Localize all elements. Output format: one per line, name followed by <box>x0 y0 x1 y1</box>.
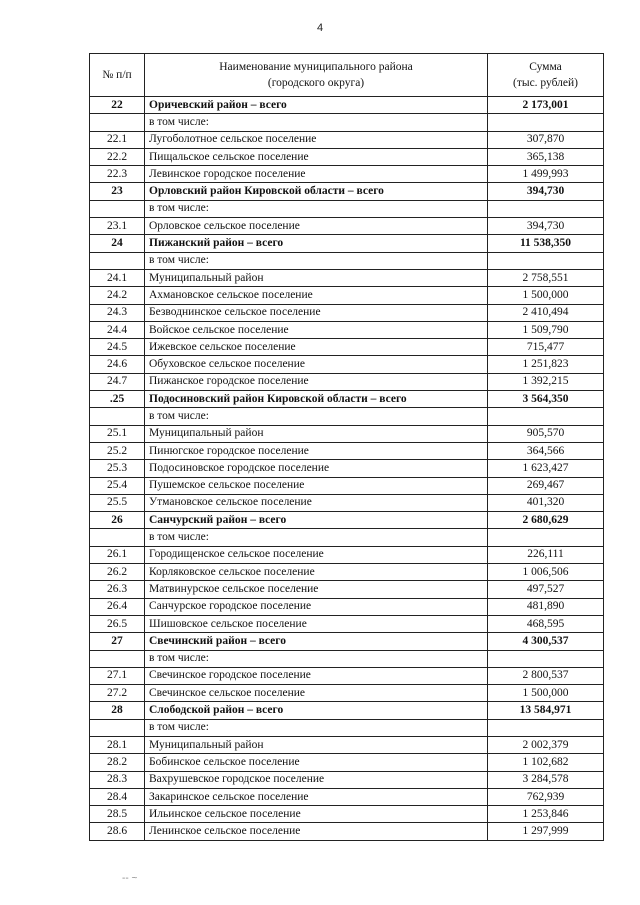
row-number: 23 <box>90 183 145 200</box>
row-name: в том числе: <box>145 252 488 269</box>
table-row <box>90 373 604 390</box>
row-number <box>90 719 145 736</box>
row-number: 22.1 <box>90 131 145 148</box>
row-sum <box>488 719 604 736</box>
row-sum: 2 758,551 <box>488 269 604 286</box>
row-number: 26.4 <box>90 598 145 615</box>
table-header <box>90 54 604 97</box>
row-sum: 2 410,494 <box>488 304 604 321</box>
table-row-total <box>90 633 604 650</box>
row-number: 24.6 <box>90 356 145 373</box>
row-sum: 1 499,993 <box>488 166 604 183</box>
row-number: 26.5 <box>90 615 145 632</box>
table-row <box>90 218 604 235</box>
row-sum: 468,595 <box>488 615 604 632</box>
table-row <box>90 114 604 131</box>
table-row-total <box>90 97 604 114</box>
table-row <box>90 771 604 788</box>
row-number: 25.3 <box>90 460 145 477</box>
row-sum: 481,890 <box>488 598 604 615</box>
header-sum-line1: Сумма <box>529 61 562 73</box>
row-name: Пищальское сельское поселение <box>145 148 488 165</box>
table-row <box>90 529 604 546</box>
row-name: Левинское городское поселение <box>145 166 488 183</box>
row-number: 28.6 <box>90 823 145 840</box>
row-name: Свечинский район – всего <box>145 633 488 650</box>
row-name: Пижанское городское поселение <box>145 373 488 390</box>
row-name: в том числе: <box>145 200 488 217</box>
row-number: 27.1 <box>90 667 145 684</box>
table-row <box>90 788 604 805</box>
table-row <box>90 546 604 563</box>
row-name: Слободской район – всего <box>145 702 488 719</box>
row-number: 25.2 <box>90 442 145 459</box>
row-name: Орловское сельское поселение <box>145 218 488 235</box>
row-sum: 365,138 <box>488 148 604 165</box>
table-row <box>90 339 604 356</box>
row-name: Подосиновский район Кировской области – всего <box>145 391 488 408</box>
table-row <box>90 736 604 753</box>
row-sum: 2 800,537 <box>488 667 604 684</box>
row-number: 24 <box>90 235 145 252</box>
header-name-line2: (городского округа) <box>267 77 365 89</box>
row-sum <box>488 252 604 269</box>
table-row <box>90 685 604 702</box>
row-sum: 497,527 <box>488 581 604 598</box>
table-row <box>90 460 604 477</box>
row-name: Вахрушевское городское поселение <box>145 771 488 788</box>
row-sum: 394,730 <box>488 218 604 235</box>
table-row <box>90 615 604 632</box>
row-sum: 2 002,379 <box>488 736 604 753</box>
table-row <box>90 408 604 425</box>
row-name: Бобинское сельское поселение <box>145 754 488 771</box>
table-row <box>90 166 604 183</box>
table-row <box>90 442 604 459</box>
row-sum: 3 284,578 <box>488 771 604 788</box>
row-number <box>90 650 145 667</box>
row-number: 26.2 <box>90 564 145 581</box>
header-sum-line2: (тыс. рублей) <box>512 77 579 89</box>
row-number: 24.2 <box>90 287 145 304</box>
row-number <box>90 200 145 217</box>
row-name: Подосиновское городское поселение <box>145 460 488 477</box>
table-row <box>90 287 604 304</box>
table-row <box>90 252 604 269</box>
row-sum: 1 006,506 <box>488 564 604 581</box>
row-name: Ленинское сельское поселение <box>145 823 488 840</box>
row-sum <box>488 114 604 131</box>
row-sum: 1 509,790 <box>488 321 604 338</box>
page-number: 4 <box>316 22 324 34</box>
row-number: 26 <box>90 512 145 529</box>
row-name: Матвинурское сельское поселение <box>145 581 488 598</box>
row-name: Городищенское сельское поселение <box>145 546 488 563</box>
row-name: Ижевское сельское поселение <box>145 339 488 356</box>
row-name: в том числе: <box>145 719 488 736</box>
row-name: Санчурский район – всего <box>145 512 488 529</box>
table-row <box>90 304 604 321</box>
row-number: 28 <box>90 702 145 719</box>
row-number <box>90 529 145 546</box>
table-row <box>90 269 604 286</box>
row-name: Ильинское сельское поселение <box>145 806 488 823</box>
row-name: Орловский район Кировской области – всего <box>145 183 488 200</box>
row-name: в том числе: <box>145 529 488 546</box>
row-sum: 4 300,537 <box>488 633 604 650</box>
row-sum: 226,111 <box>488 546 604 563</box>
row-name: Муниципальный район <box>145 269 488 286</box>
row-number: 26.1 <box>90 546 145 563</box>
row-number: 25.5 <box>90 494 145 511</box>
row-sum: 307,870 <box>488 131 604 148</box>
row-name: в том числе: <box>145 114 488 131</box>
row-name: Свечинское сельское поселение <box>145 685 488 702</box>
table-row <box>90 667 604 684</box>
header-name <box>145 54 488 97</box>
row-sum <box>488 200 604 217</box>
header-sum <box>488 54 604 97</box>
table-row <box>90 581 604 598</box>
row-sum: 364,566 <box>488 442 604 459</box>
row-number: 28.3 <box>90 771 145 788</box>
row-number <box>90 114 145 131</box>
row-sum: 1 500,000 <box>488 287 604 304</box>
row-name: Обуховское сельское поселение <box>145 356 488 373</box>
row-number: 22 <box>90 97 145 114</box>
row-sum: 2 680,629 <box>488 512 604 529</box>
row-name: Лугоболотное сельское поселение <box>145 131 488 148</box>
row-sum: 401,320 <box>488 494 604 511</box>
row-number: 28.5 <box>90 806 145 823</box>
row-sum: 394,730 <box>488 183 604 200</box>
table-row <box>90 477 604 494</box>
row-sum: 1 392,215 <box>488 373 604 390</box>
budget-table <box>89 53 604 841</box>
row-number: 24.3 <box>90 304 145 321</box>
row-number: 25.4 <box>90 477 145 494</box>
row-sum: 1 251,823 <box>488 356 604 373</box>
row-number: 24.5 <box>90 339 145 356</box>
table-row-total <box>90 235 604 252</box>
row-name: в том числе: <box>145 408 488 425</box>
table-row <box>90 754 604 771</box>
table-row <box>90 650 604 667</box>
row-sum: 11 538,350 <box>488 235 604 252</box>
table-row <box>90 564 604 581</box>
row-sum: 1 500,000 <box>488 685 604 702</box>
table-row-total <box>90 512 604 529</box>
row-number: 24.1 <box>90 269 145 286</box>
row-sum: 1 623,427 <box>488 460 604 477</box>
row-number: 22.2 <box>90 148 145 165</box>
row-number: 28.4 <box>90 788 145 805</box>
row-number: 23.1 <box>90 218 145 235</box>
row-sum: 715,477 <box>488 339 604 356</box>
row-name: Оричевский район – всего <box>145 97 488 114</box>
row-number: .25 <box>90 391 145 408</box>
row-number: 24.7 <box>90 373 145 390</box>
table-body <box>90 97 604 841</box>
header-name-line1: Наименование муниципального района <box>219 61 413 73</box>
row-number: 27 <box>90 633 145 650</box>
table-row <box>90 131 604 148</box>
row-number: 24.4 <box>90 321 145 338</box>
header-num-label: № п/п <box>102 69 132 81</box>
row-name: Пушемское сельское поселение <box>145 477 488 494</box>
row-name: Свечинское городское поселение <box>145 667 488 684</box>
row-number: 28.2 <box>90 754 145 771</box>
row-name: Безводнинское сельское поселение <box>145 304 488 321</box>
table-row <box>90 200 604 217</box>
table-row <box>90 598 604 615</box>
row-number: 22.3 <box>90 166 145 183</box>
row-name: Утмановское сельское поселение <box>145 494 488 511</box>
row-name: в том числе: <box>145 650 488 667</box>
table-row-total <box>90 702 604 719</box>
row-name: Пижанский район – всего <box>145 235 488 252</box>
row-sum <box>488 408 604 425</box>
row-sum: 1 253,846 <box>488 806 604 823</box>
row-sum: 3 564,350 <box>488 391 604 408</box>
table-row <box>90 148 604 165</box>
scan-mark: -- ~ <box>122 873 138 884</box>
row-name: Санчурское городское поселение <box>145 598 488 615</box>
table-row <box>90 823 604 840</box>
table-row-total <box>90 183 604 200</box>
row-sum: 762,939 <box>488 788 604 805</box>
row-name: Шишовское сельское поселение <box>145 615 488 632</box>
table-row <box>90 719 604 736</box>
table-row <box>90 356 604 373</box>
row-number: 25.1 <box>90 425 145 442</box>
row-name: Пинюгское городское поселение <box>145 442 488 459</box>
row-name: Муниципальный район <box>145 425 488 442</box>
row-sum: 1 297,999 <box>488 823 604 840</box>
row-sum: 905,570 <box>488 425 604 442</box>
table-row <box>90 425 604 442</box>
row-number: 27.2 <box>90 685 145 702</box>
table-row <box>90 806 604 823</box>
row-number: 26.3 <box>90 581 145 598</box>
row-name: Закаринское сельское поселение <box>145 788 488 805</box>
table-row <box>90 321 604 338</box>
row-number: 28.1 <box>90 736 145 753</box>
row-name: Ахмановское сельское поселение <box>145 287 488 304</box>
row-name: Войское сельское поселение <box>145 321 488 338</box>
row-number <box>90 252 145 269</box>
table-row <box>90 494 604 511</box>
row-sum: 269,467 <box>488 477 604 494</box>
table-row-total <box>90 391 604 408</box>
row-sum <box>488 650 604 667</box>
row-name: Муниципальный район <box>145 736 488 753</box>
header-num <box>90 54 145 97</box>
row-sum: 1 102,682 <box>488 754 604 771</box>
row-sum <box>488 529 604 546</box>
row-sum: 2 173,001 <box>488 97 604 114</box>
row-sum: 13 584,971 <box>488 702 604 719</box>
row-number <box>90 408 145 425</box>
row-name: Корляковское сельское поселение <box>145 564 488 581</box>
